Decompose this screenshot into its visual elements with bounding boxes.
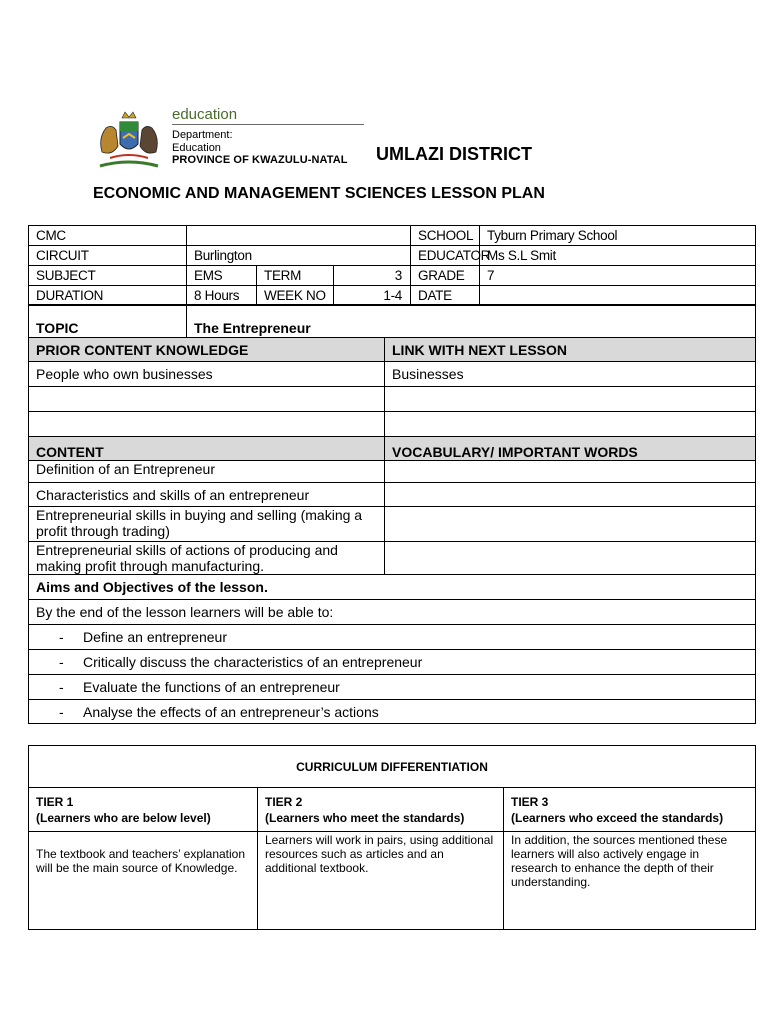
lesson-info-table — [28, 225, 756, 306]
next-lesson-row: Businesses — [385, 362, 756, 387]
next-lesson-row — [385, 387, 756, 412]
tier-2-text: Learners will work in pairs, using additional resources such as articles and an additional textbook. — [258, 832, 504, 930]
cmc-value — [187, 226, 411, 246]
week-label: WEEK NO — [257, 286, 334, 306]
tier-description: (Learners who meet the standards) — [265, 810, 465, 825]
aim-item — [29, 625, 756, 650]
topic-value: The Entrepreneur — [187, 305, 756, 338]
tier-3-text: In addition, the sources mentioned these learners will also actively engage in research to enhance the depth of their understanding. — [504, 832, 756, 930]
vocabulary-row — [385, 461, 756, 483]
content-row: Entrepreneurial skills in buying and selling (making a profit through trading) — [29, 507, 385, 542]
aim-item — [29, 700, 756, 724]
kwazulu-natal-crest-icon — [92, 108, 166, 170]
differentiation-title: CURRICULUM DIFFERENTIATION — [29, 746, 756, 788]
logo-divider — [172, 124, 364, 125]
bullet-dash: - — [59, 654, 64, 670]
prior-knowledge-row: People who own businesses — [29, 362, 385, 387]
next-lesson-header: LINK WITH NEXT LESSON — [385, 338, 756, 362]
circuit-label: CIRCUIT — [29, 246, 187, 266]
vocabulary-header: VOCABULARY/ IMPORTANT WORDS — [385, 437, 756, 461]
aims-intro: By the end of the lesson learners will be able to: — [29, 600, 756, 625]
prior-knowledge-row — [29, 412, 385, 437]
aims-title: Aims and Objectives of the lesson. — [29, 575, 756, 600]
aim-item — [29, 650, 756, 675]
date-label: DATE — [411, 286, 480, 306]
vocabulary-row — [385, 483, 756, 507]
educator-label: EDUCATOR — [411, 246, 480, 266]
subject-label: SUBJECT — [29, 266, 187, 286]
aim-text: Critically discuss the characteristics of an entrepreneur — [83, 654, 423, 670]
bullet-dash: - — [59, 629, 64, 645]
aim-item — [29, 675, 756, 700]
school-label: SCHOOL — [411, 226, 480, 246]
logo-province-line: PROVINCE OF KWAZULU-NATAL — [172, 154, 348, 166]
tier-1-header — [29, 788, 258, 832]
tier-description: (Learners who are below level) — [36, 810, 211, 825]
tier-name: TIER 3 — [511, 794, 549, 809]
tier-3-header — [504, 788, 756, 832]
prior-knowledge-row — [29, 387, 385, 412]
tier-description: (Learners who exceed the standards) — [511, 810, 724, 825]
lesson-body-table — [28, 304, 756, 724]
educator-value: Ms S.L Smit — [480, 246, 756, 266]
content-row: Characteristics and skills of an entrepreneur — [29, 483, 385, 507]
term-value: 3 — [334, 266, 411, 286]
grade-label: GRADE — [411, 266, 480, 286]
duration-label: DURATION — [29, 286, 187, 306]
date-value — [480, 286, 756, 306]
school-value: Tyburn Primary School — [480, 226, 756, 246]
aim-text: Evaluate the functions of an entrepreneur — [83, 679, 340, 695]
term-label: TERM — [257, 266, 334, 286]
bullet-dash: - — [59, 703, 64, 720]
cmc-label: CMC — [29, 226, 187, 246]
week-value: 1-4 — [334, 286, 411, 306]
district-title: UMLAZI DISTRICT — [376, 144, 532, 164]
aim-text: Analyse the effects of an entrepreneur’s actions — [83, 703, 379, 720]
vocabulary-row — [385, 507, 756, 542]
tier-2-header — [258, 788, 504, 832]
duration-value: 8 Hours — [187, 286, 257, 306]
vocabulary-row — [385, 542, 756, 575]
topic-label: TOPIC — [29, 305, 187, 338]
subject-value: EMS — [187, 266, 257, 286]
differentiation-table — [28, 745, 756, 930]
next-lesson-row — [385, 412, 756, 437]
bullet-dash: - — [59, 679, 64, 695]
tier-name: TIER 2 — [265, 794, 303, 809]
circuit-value: Burlington — [187, 246, 411, 266]
lesson-plan-title: ECONOMIC AND MANAGEMENT SCIENCES LESSON PLAN — [93, 185, 545, 202]
logo-department-line: Department: — [172, 129, 233, 141]
tier-1-text: The textbook and teachers’ explanation will be the main source of Knowledge. — [29, 832, 258, 930]
grade-value: 7 — [480, 266, 756, 286]
prior-knowledge-header: PRIOR CONTENT KNOWLEDGE — [29, 338, 385, 362]
content-row: Definition of an Entrepreneur — [29, 461, 385, 483]
department-logo — [92, 104, 382, 170]
logo-education-word: education — [172, 106, 238, 123]
aim-text: Define an entrepreneur — [83, 629, 227, 645]
content-header: CONTENT — [29, 437, 385, 461]
tier-name: TIER 1 — [36, 794, 74, 809]
logo-education-line: Education — [172, 142, 221, 154]
content-row: Entrepreneurial skills of actions of producing and making profit through manufacturing. — [29, 542, 385, 575]
